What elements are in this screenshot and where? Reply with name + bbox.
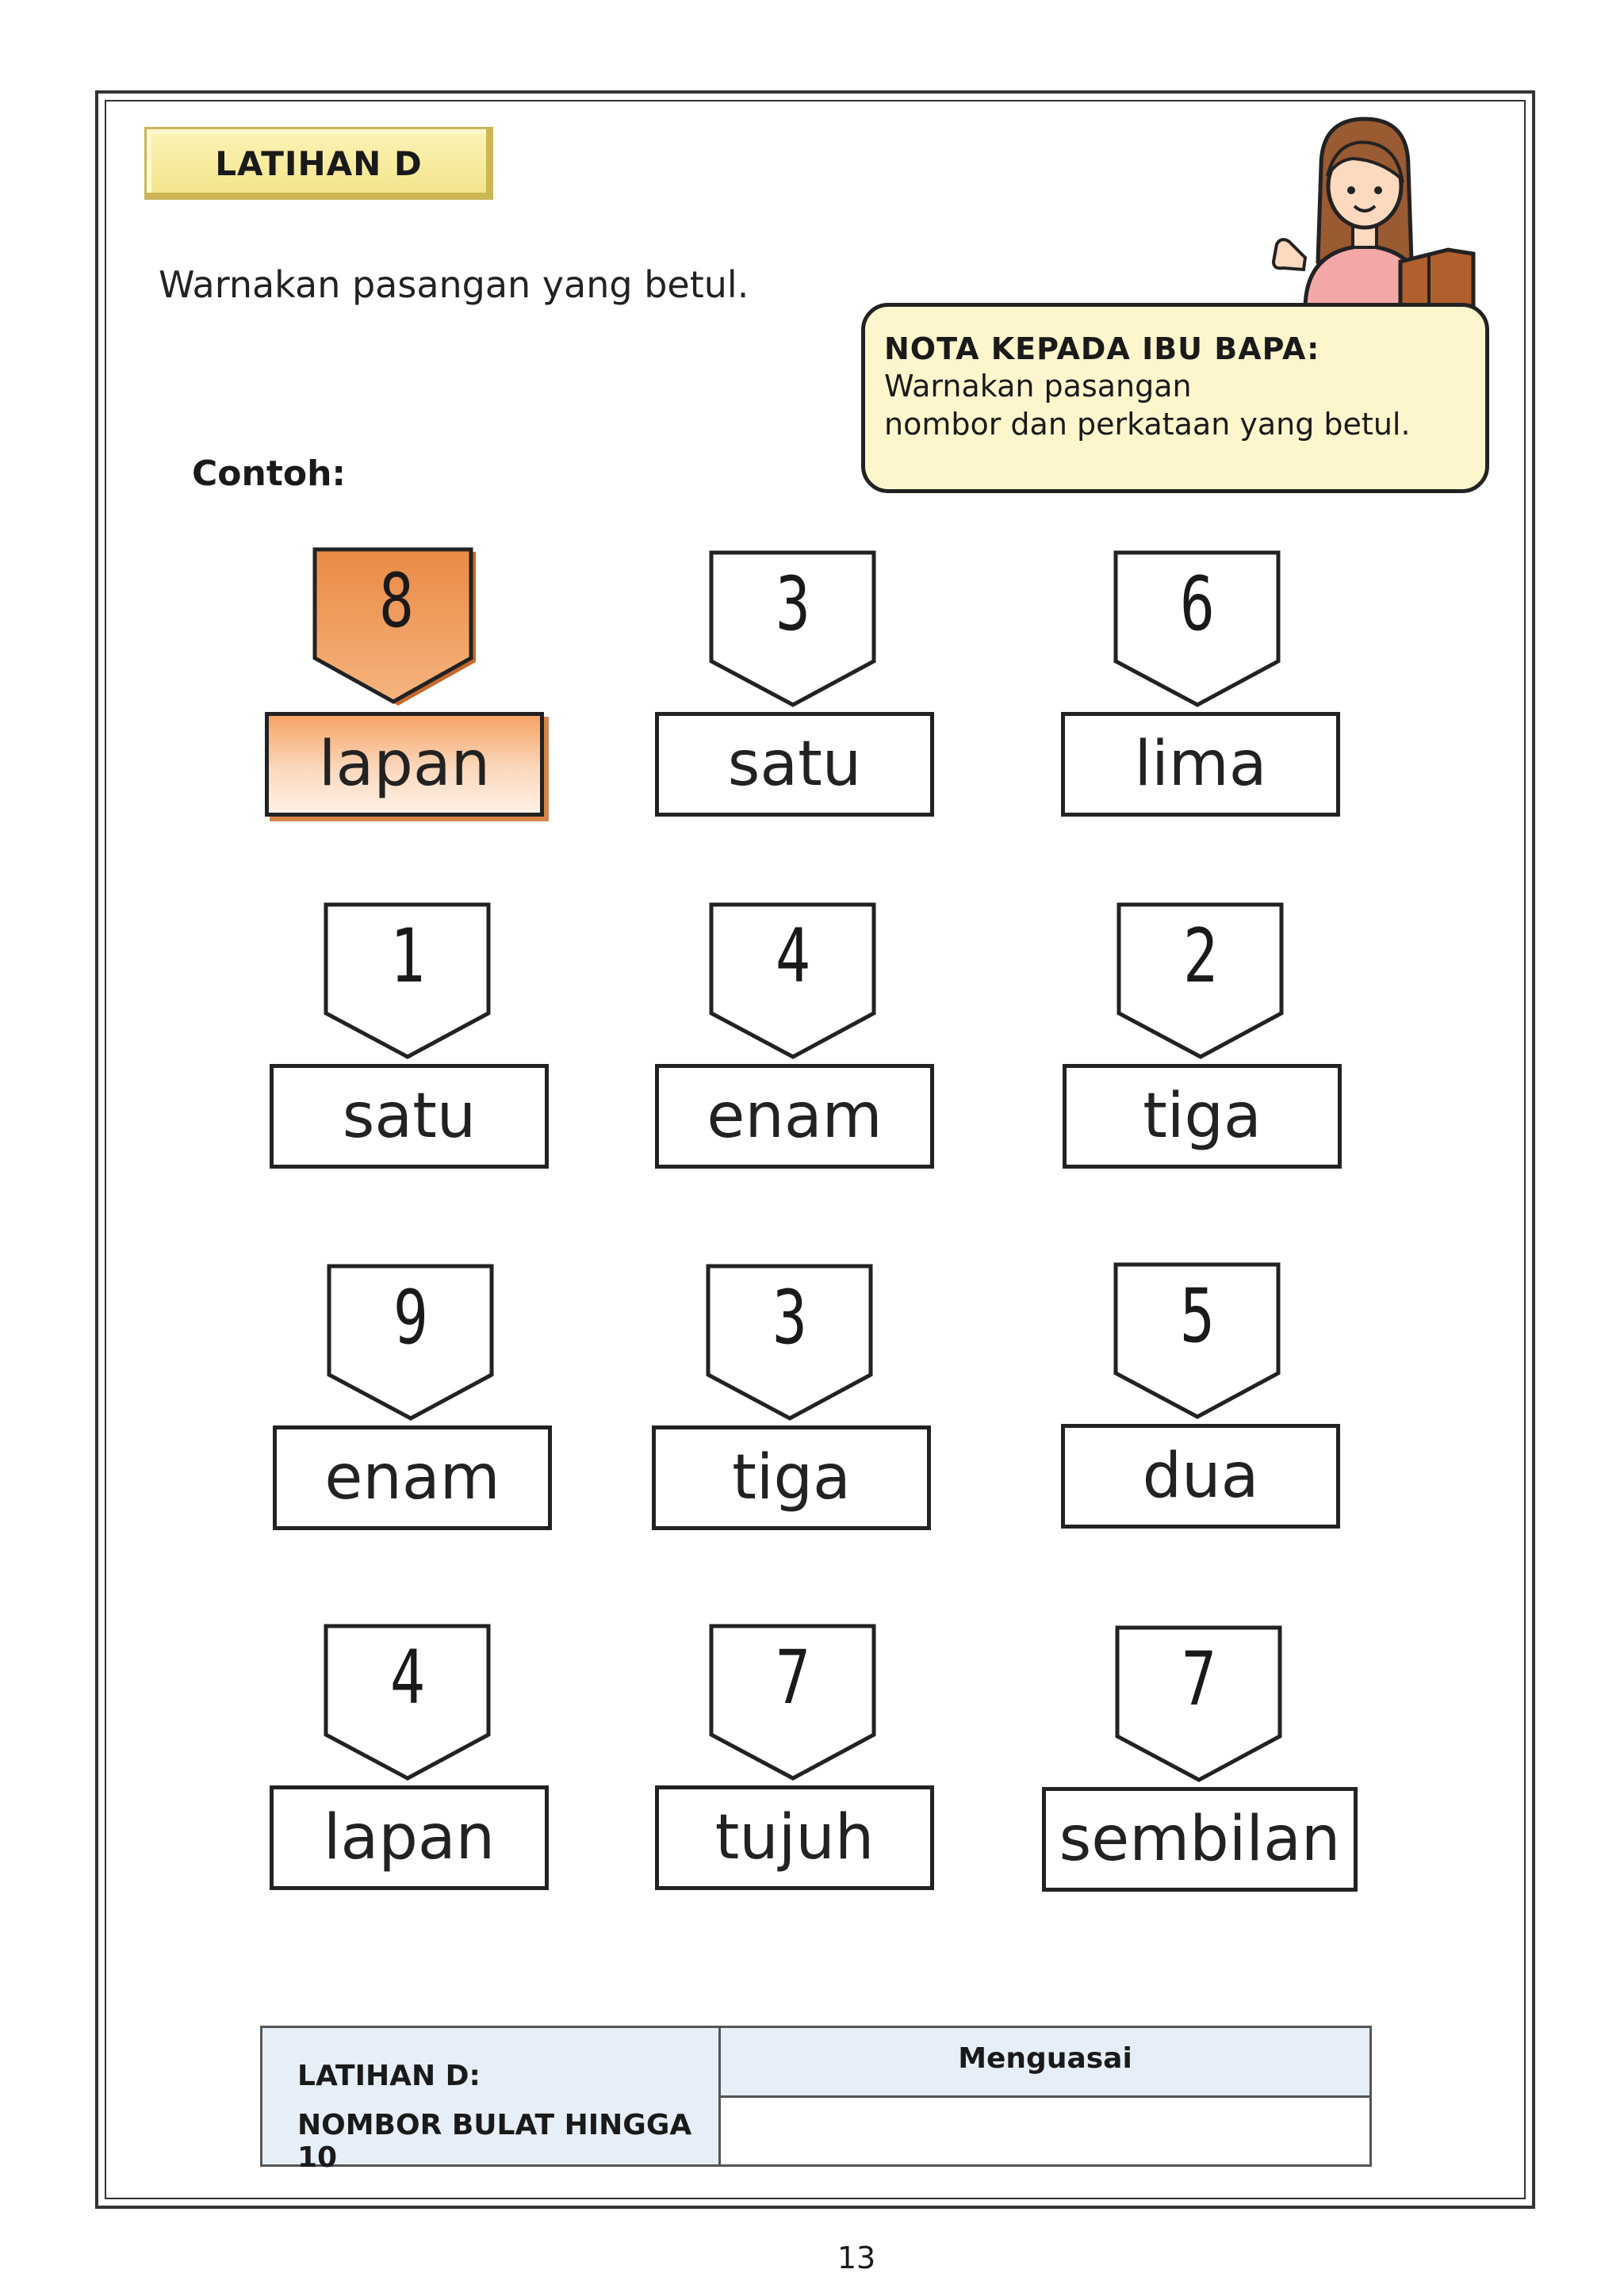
number-label: 7 (775, 1635, 811, 1721)
number-label: 1 (389, 913, 426, 1000)
word-box[interactable]: dua (1061, 1424, 1340, 1529)
number-label: 3 (775, 561, 811, 648)
word-box[interactable]: enam (655, 1064, 934, 1169)
page-number: 13 (837, 2241, 876, 2275)
table-header-mastery: Menguasai (721, 2028, 1369, 2098)
word-box[interactable]: tiga (652, 1425, 931, 1530)
number-label: 7 (1181, 1636, 1217, 1723)
mastery-table (260, 2026, 1372, 2174)
example-label: Contoh: (192, 453, 347, 494)
note-line-1: Warnakan pasangan (884, 369, 1192, 404)
word-box[interactable]: lapan (265, 712, 544, 817)
word-box[interactable]: lapan (270, 1785, 549, 1890)
number-label: 5 (1179, 1273, 1216, 1360)
number-label: 6 (1179, 561, 1216, 648)
word-box[interactable]: lima (1061, 712, 1340, 817)
number-label: 8 (378, 558, 415, 645)
note-line-2: nombor dan perkataan yang betul. (884, 407, 1411, 442)
mastery-checkbox-cell[interactable] (721, 2098, 1369, 2164)
word-box[interactable]: tiga (1063, 1064, 1342, 1169)
word-box[interactable]: satu (655, 712, 934, 817)
exercise-title: LATIHAN D (144, 127, 493, 200)
parent-note (861, 303, 1489, 493)
number-label: 4 (389, 1635, 426, 1721)
number-label: 3 (772, 1275, 808, 1361)
table-label-cell (262, 2028, 721, 2174)
table-label-line-1: LATIHAN D: (297, 2060, 481, 2092)
word-box[interactable]: satu (270, 1064, 549, 1169)
number-label: 9 (393, 1275, 429, 1361)
word-box[interactable]: enam (273, 1425, 552, 1530)
word-box[interactable]: sembilan (1042, 1787, 1358, 1892)
number-label: 4 (775, 913, 811, 1000)
table-label-line-2: NOMBOR BULAT HINGGA 10 (297, 2109, 692, 2174)
teacher-illustration (1242, 111, 1480, 309)
instruction-text: Warnakan pasangan yang betul. (159, 263, 749, 306)
number-label: 2 (1182, 913, 1219, 1000)
note-title: NOTA KEPADA IBU BAPA: (884, 331, 1320, 366)
word-box[interactable]: tujuh (655, 1785, 934, 1890)
